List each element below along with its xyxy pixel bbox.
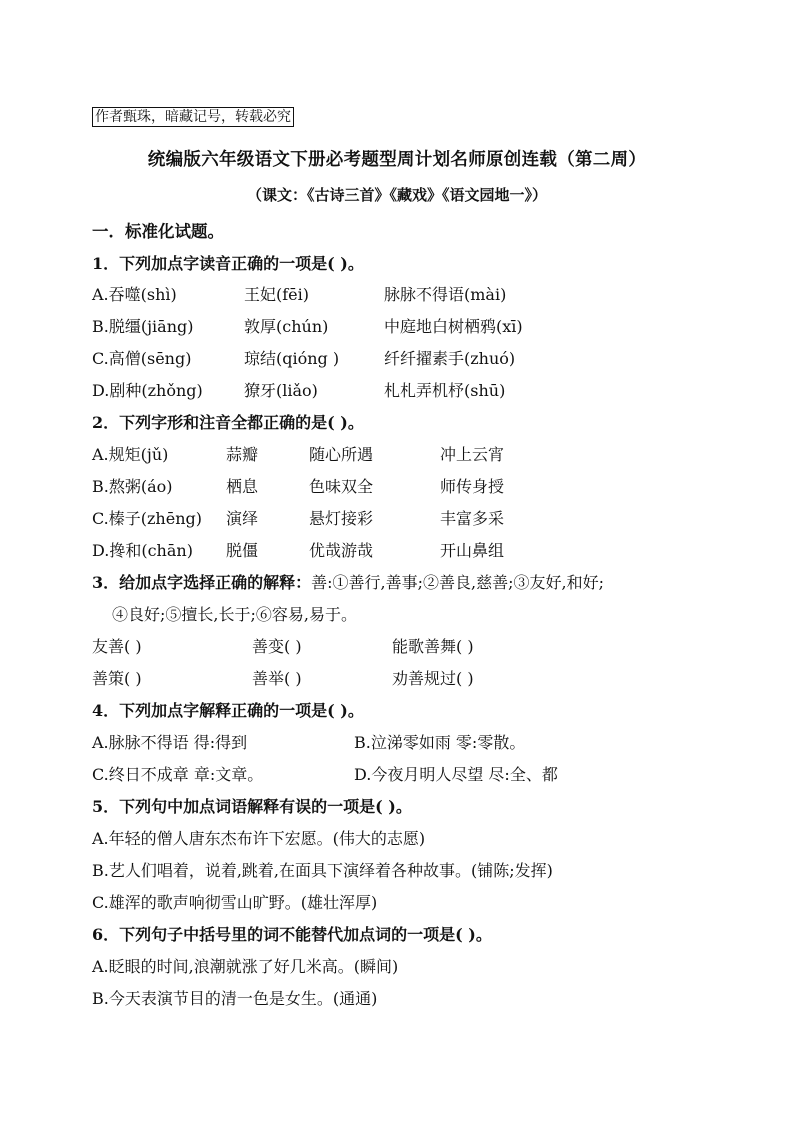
q5-option-c: C.雄浑的歌声响彻雪山旷野。(雄壮浑厚) [92,893,378,912]
q2-option-a-3: 随心所遇 [309,445,374,464]
q1-option-c-2: 琼结(qióng ) [244,349,340,368]
q2-option-d-4: 开山鼻组 [440,541,505,560]
q2-option-c-2: 演绎 [226,509,259,528]
q3-item-1: 友善( ) [92,637,142,656]
q2-option-b-4: 师传身授 [440,477,505,496]
q3-item-2: 善变( ) [252,637,302,656]
q1-option-a-1: A.吞噬(shì) [92,285,177,304]
page-title: 统编版六年级语文下册必考题型周计划名师原创连载（第二周） [147,150,647,170]
q6-option-b: B.今天表演节目的清一色是女生。(通通) [92,989,378,1008]
section-heading: 一．标准化试题。 [92,222,224,241]
q3-item-3: 能歌善舞( ) [392,637,474,656]
q1-option-d-3: 札札弄机杼(shū) [384,381,506,400]
q3-stem: 3．给加点字选择正确的解释： [92,573,312,592]
q4-option-a: A.脉脉不得语 得:得到 [92,733,248,752]
q5-stem: 5．下列句中加点词语解释有误的一项是( )。 [92,797,412,816]
q3-item-5: 善举( ) [252,669,302,688]
q3-definitions-1: 善:①善行,善事;②善良,慈善;③友好,和好; [311,573,604,592]
q1-option-d-1: D.剧种(zhǒng) [92,381,203,400]
q2-stem: 2．下列字形和注音全都正确的是( )。 [92,413,364,432]
q1-stem: 1．下列加点字读音正确的一项是( )。 [92,254,364,273]
q3-definitions-2: ④良好;⑤擅长,长于;⑥容易,易于。 [112,605,357,624]
q3-line-1 [92,573,604,593]
q3-item-6: 劝善规过( ) [392,669,474,688]
q2-option-a-1: A.规矩(jǔ) [92,445,169,464]
q5-option-a: A.年轻的僧人唐东杰布许下宏愿。(伟大的志愿) [92,829,426,848]
q6-option-a: A.眨眼的时间,浪潮就涨了好几米高。(瞬间) [92,957,399,976]
q2-option-c-4: 丰富多采 [440,509,505,528]
q5-option-b: B.艺人们唱着，说着,跳着,在面具下演绎着各种故事。(铺陈;发挥) [92,861,553,880]
q2-option-a-4: 冲上云宵 [440,445,505,464]
q3-item-4: 善策( ) [92,669,142,688]
q1-option-b-3: 中庭地白树栖鸦(xī) [384,317,523,336]
q2-option-d-1: D.搀和(chān) [92,541,193,560]
q1-option-d-2: 獠牙(liǎo) [244,381,318,400]
q1-option-a-2: 王妃(fēi) [244,285,309,304]
q2-option-d-2: 脱僵 [226,541,259,560]
q2-option-b-2: 栖息 [226,477,259,496]
copyright-notice: 作者甄珠，暗藏记号，转载必究 [92,107,294,127]
q2-option-c-1: C.榛子(zhēng) [92,509,202,528]
q2-option-d-3: 优哉游哉 [309,541,374,560]
q4-option-c: C.终日不成章 章:文章。 [92,765,264,784]
q1-option-b-2: 敦厚(chún) [244,317,329,336]
q2-option-b-3: 色味双全 [309,477,374,496]
q2-option-c-3: 悬灯接彩 [309,509,374,528]
q6-stem: 6．下列句子中括号里的词不能替代加点词的一项是( )。 [92,925,492,944]
q1-option-b-1: B.脱缰(jiāng) [92,317,194,336]
q4-option-d: D.今夜月明人尽望 尽:全、都 [354,765,558,784]
q4-stem: 4．下列加点字解释正确的一项是( )。 [92,701,364,720]
page-subtitle: （课文：《古诗三首》《藏戏》《语文园地一》） [246,186,547,204]
q1-option-a-3: 脉脉不得语(mài) [384,285,507,304]
q2-option-a-2: 蒜瓣 [226,445,259,464]
q1-option-c-1: C.高僧(sēng) [92,349,192,368]
q4-option-b: B.泣涕零如雨 零:零散。 [354,733,526,752]
q2-option-b-1: B.熬粥(áo) [92,477,173,496]
q1-option-c-3: 纤纤擢素手(zhuó) [384,349,516,368]
